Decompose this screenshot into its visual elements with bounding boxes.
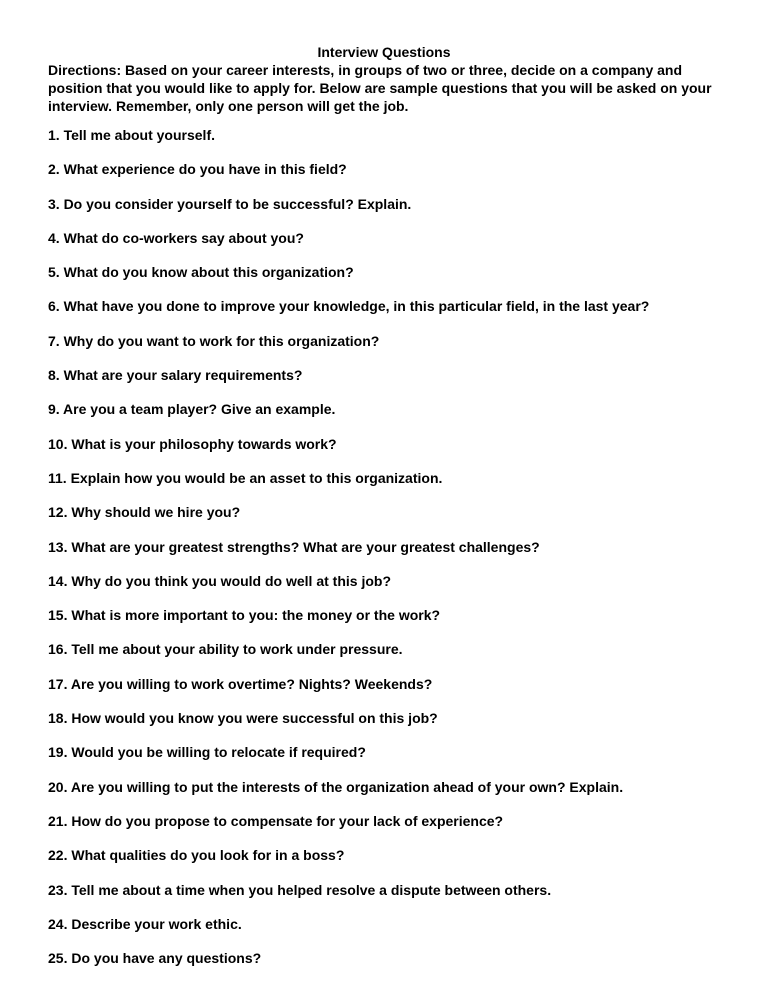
question-item: 14. Why do you think you would do well at this job?: [48, 572, 391, 589]
question-item: 12. Why should we hire you?: [48, 504, 241, 521]
directions-paragraph: Directions: Based on your career interests, in groups of two or three, decide on a company and position that you would like to apply for. Below are sample questions that you will be asked on your interview. Remember, only one person will get the job.: [48, 62, 712, 114]
question-item: 9. Are you a team player? Give an example.: [48, 401, 336, 418]
document-title: Interview Questions: [317, 44, 451, 60]
question-item: 5. What do you know about this organization?: [48, 264, 354, 281]
question-item: 24. Describe your work ethic.: [48, 915, 242, 932]
question-item: 7. Why do you want to work for this organization?: [48, 332, 380, 349]
question-item: 16. Tell me about your ability to work under pressure.: [48, 641, 403, 658]
question-item: 6. What have you done to improve your knowledge, in this particular field, in the last year?: [48, 298, 650, 315]
question-item: 18. How would you know you were successful on this job?: [48, 710, 438, 727]
question-list: [48, 127, 649, 984]
question-item: 3. Do you consider yourself to be successful? Explain.: [48, 195, 412, 212]
question-item: 8. What are your salary requirements?: [48, 367, 303, 384]
question-item: 22. What qualities do you look for in a boss?: [48, 847, 345, 864]
question-item: 13. What are your greatest strengths? What are your greatest challenges?: [48, 538, 540, 555]
question-item: 20. Are you willing to put the interests of the organization ahead of your own? Explain.: [48, 778, 624, 795]
question-item: 25. Do you have any questions?: [48, 950, 262, 967]
question-item: 15. What is more important to you: the money or the work?: [48, 607, 441, 624]
question-item: 21. How do you propose to compensate for your lack of experience?: [48, 812, 504, 829]
question-item: 2. What experience do you have in this field?: [48, 161, 347, 178]
question-item: 19. Would you be willing to relocate if required?: [48, 744, 366, 761]
question-item: 23. Tell me about a time when you helped resolve a dispute between others.: [48, 881, 552, 898]
question-item: 4. What do co-workers say about you?: [48, 229, 304, 246]
question-item: 10. What is your philosophy towards work?: [48, 435, 337, 452]
question-item: 1. Tell me about yourself.: [48, 127, 216, 143]
question-item: 11. Explain how you would be an asset to this organization.: [48, 469, 443, 486]
question-item: 17. Are you willing to work overtime? Nights? Weekends?: [48, 675, 433, 692]
